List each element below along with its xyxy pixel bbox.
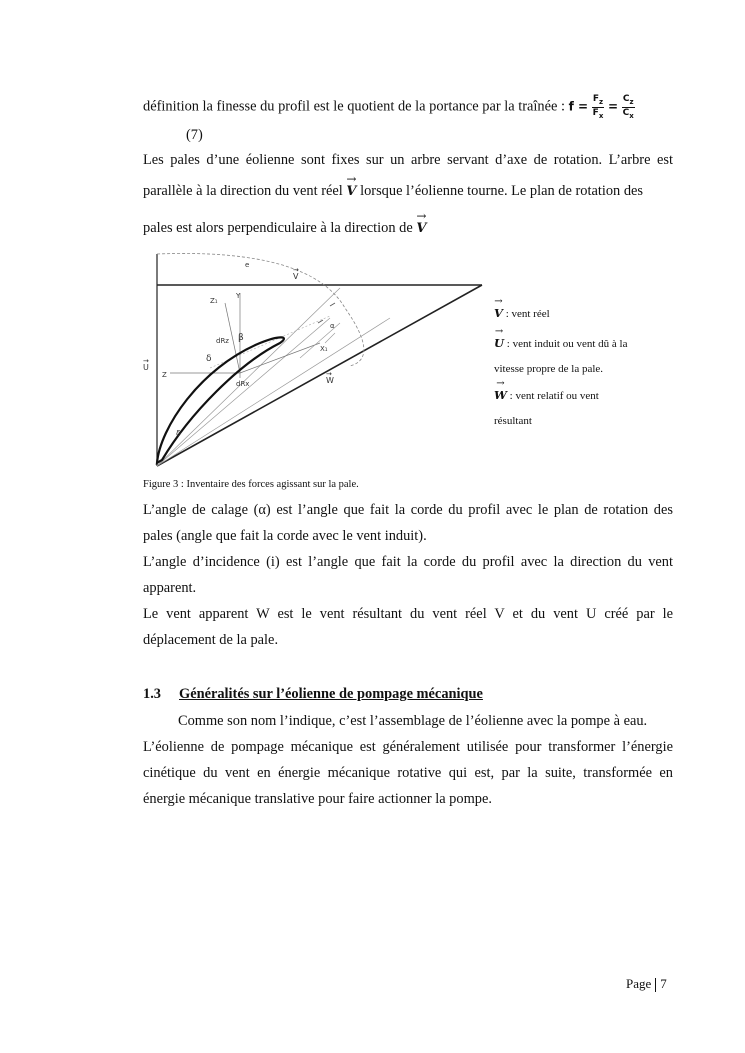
label-w-diag: W: [326, 376, 334, 385]
para2-line1: L’angle de calage (α) est l’angle que fait la corde du profil avec le plan de rotation des: [143, 502, 673, 518]
blade-force-diagram: [140, 248, 492, 470]
para1-line2b: lorsque l’éolienne tourne. Le plan de rotation des: [360, 183, 644, 199]
label-x1: X₁: [320, 345, 328, 353]
vector-v-inline: → V: [346, 172, 357, 199]
fz-symbol: F: [592, 94, 600, 104]
legend-w: [494, 378, 599, 403]
hypotenuse: [157, 285, 482, 466]
para1-line2a: parallèle à la direction du vent réel: [143, 183, 343, 199]
cz-sub: z: [629, 97, 634, 106]
section-line4: énergie mécanique translative pour faire actionner la pompe.: [143, 791, 492, 807]
para1-line2: [143, 172, 673, 201]
page-number: 7: [660, 976, 667, 991]
label-beta: β: [238, 333, 244, 343]
fraction-force: [592, 94, 605, 121]
section-title: Généralités sur l’éolienne de pompage mécanique: [179, 686, 483, 702]
legend-u-text2: vitesse propre de la pale.: [494, 363, 604, 375]
legend-u-text: : vent induit ou vent dû à la: [506, 338, 628, 350]
section-line1: Comme son nom l’indique, c’est l’assemblage de l’éolienne avec la pompe à eau.: [178, 713, 648, 729]
legend-u: [494, 326, 628, 351]
section-number: 1.3: [143, 686, 161, 702]
section-line3: cinétique du vent en énergie mécanique rotative qui est, par la suite, transformée en: [143, 765, 673, 781]
fz-sub: z: [599, 97, 604, 106]
section-line2: L’éolienne de pompage mécanique est généralement utilisée pour transformer l’énergie: [143, 739, 673, 755]
label-delta2: δ: [176, 429, 181, 438]
label-drx: dRx: [236, 380, 250, 388]
cz-symbol: C: [622, 94, 630, 104]
label-v-top: V: [293, 272, 299, 281]
legend-w-symbol: → W: [494, 378, 507, 402]
svg-text:→: →: [143, 357, 149, 365]
label-arc: e: [245, 261, 250, 269]
figure-caption: Figure 3 : Inventaire des forces agissant sur la pale.: [143, 479, 359, 490]
section-heading: [143, 686, 483, 703]
svg-text:→: →: [326, 370, 332, 378]
fx-symbol: F: [592, 107, 599, 118]
cx-sub: x: [629, 111, 634, 120]
fx-sub: x: [598, 111, 604, 120]
label-u-left: U: [143, 363, 149, 372]
vector-v-inline-2: → V: [416, 209, 427, 236]
para2-line5: Le vent apparent W est le vent résultant du vent réel V et du vent U créé par le: [143, 606, 673, 622]
page-footer: [626, 976, 667, 992]
equation-number: (7): [186, 127, 203, 143]
legend-w-text: : vent relatif ou vent: [509, 390, 599, 402]
label-y: Y: [236, 292, 241, 300]
para1-line3: [143, 209, 673, 238]
para2-line2: pales (angle que fait la corde avec le vent induit).: [143, 528, 427, 544]
label-z: Z: [162, 371, 167, 379]
formula-eq: =: [607, 99, 618, 114]
rotation-arc: [157, 253, 364, 366]
label-z1: Z₁: [210, 297, 218, 305]
blade-profile: [157, 337, 284, 463]
para2-line3: L’angle d’incidence (i) est l’angle que fait la corde du profil avec la direction du vent: [143, 554, 673, 570]
legend-v-symbol: → V: [494, 296, 503, 320]
para2-line6: déplacement de la pale.: [143, 632, 279, 648]
page-label: Page: [626, 976, 652, 991]
para1-line3-text: pales est alors perpendiculaire à la direction de: [143, 220, 413, 236]
fraction-coef: [622, 94, 635, 121]
para1-line1: Les pales d’une éolienne sont fixes sur un arbre servant d’axe de rotation. L’arbre est: [143, 152, 673, 168]
legend-w-text2: résultant: [494, 415, 532, 427]
label-drz: dRz: [216, 337, 229, 345]
intro-line: [143, 94, 673, 121]
legend-v: [494, 296, 550, 321]
formula-f: f =: [568, 99, 589, 114]
svg-text:→: →: [293, 266, 299, 274]
intro-text: définition la finesse du profil est le quotient de la portance par la traînée :: [143, 98, 565, 115]
cx-symbol: C: [622, 107, 630, 118]
label-alpha: α: [330, 322, 335, 330]
legend-v-text: : vent réel: [505, 308, 550, 320]
label-delta1: δ: [206, 354, 212, 364]
legend-u-symbol: → U: [494, 326, 505, 350]
para2-line4: apparent.: [143, 580, 197, 596]
